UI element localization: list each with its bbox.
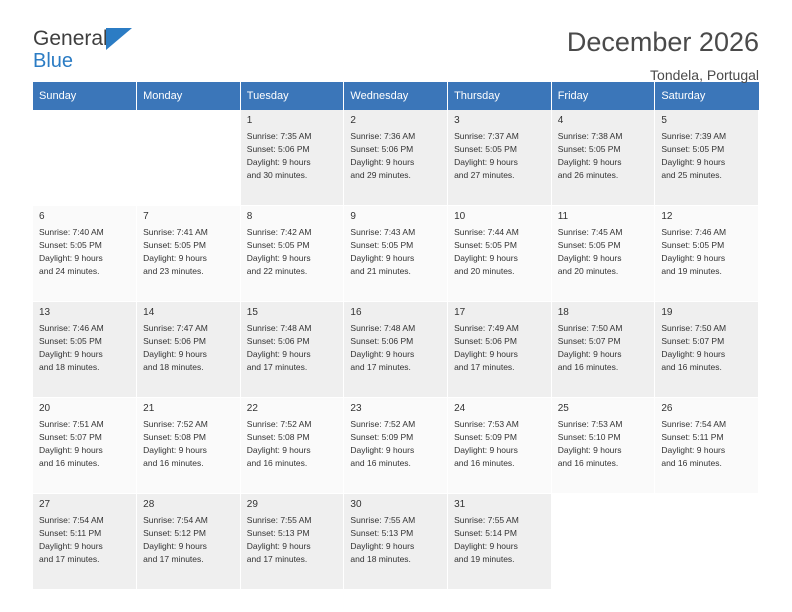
calendar-day-cell[interactable]	[137, 206, 241, 302]
day-info	[454, 418, 545, 470]
day-number: 17	[454, 307, 466, 318]
day-info-line: and 20 minutes.	[454, 265, 515, 276]
day-info-line: Sunrise: 7:53 AM	[557, 419, 623, 430]
day-info-line: and 25 minutes.	[661, 169, 722, 180]
calendar-day-cell[interactable]	[344, 302, 448, 398]
day-info-line: Daylight: 9 hours	[661, 445, 726, 455]
day-info-line: Sunrise: 7:52 AM	[246, 419, 312, 430]
day-info-line: and 16 minutes.	[557, 457, 619, 468]
day-info-line: Daylight: 9 hours	[557, 157, 622, 167]
day-info-line: and 17 minutes.	[246, 361, 308, 372]
day-info-line: and 17 minutes.	[143, 553, 204, 564]
day-info-line: Sunset: 5:05 PM	[39, 240, 102, 251]
day-info	[39, 514, 130, 566]
calendar-day-cell[interactable]	[137, 398, 241, 494]
calendar-day-cell[interactable]	[551, 398, 655, 494]
day-info-line: Daylight: 9 hours	[454, 349, 518, 359]
day-info-line: Sunrise: 7:39 AM	[661, 131, 727, 142]
day-info	[661, 418, 752, 470]
day-number: 13	[39, 307, 51, 318]
day-info-line: and 17 minutes.	[39, 553, 100, 564]
day-info-line: and 18 minutes.	[39, 361, 100, 372]
day-info-line: Sunset: 5:05 PM	[39, 336, 102, 347]
day-info-line: Sunset: 5:07 PM	[39, 432, 102, 443]
day-number: 25	[557, 403, 569, 414]
day-info-line: Daylight: 9 hours	[39, 253, 103, 263]
day-info-line: and 16 minutes.	[143, 457, 204, 468]
day-number: 4	[557, 115, 564, 126]
calendar-body	[33, 110, 759, 590]
day-number: 8	[246, 211, 253, 222]
page-title: December 2026	[566, 27, 759, 57]
day-info	[39, 226, 130, 278]
day-info-line: Sunrise: 7:38 AM	[557, 131, 623, 142]
day-info	[350, 130, 441, 182]
day-info-line: Sunset: 5:11 PM	[661, 432, 724, 443]
day-info	[143, 322, 234, 374]
day-info-line: and 16 minutes.	[350, 457, 411, 468]
day-info-line: Sunset: 5:07 PM	[557, 336, 621, 347]
day-info-line: and 16 minutes.	[246, 457, 308, 468]
day-info-line: Sunrise: 7:43 AM	[350, 227, 416, 238]
day-info-line: Sunrise: 7:42 AM	[246, 227, 312, 238]
day-info-line: Daylight: 9 hours	[661, 157, 726, 167]
day-info-line: Daylight: 9 hours	[350, 541, 415, 551]
day-info-line: Daylight: 9 hours	[143, 253, 207, 263]
day-info-line: Daylight: 9 hours	[557, 445, 622, 455]
calendar-day-cell[interactable]	[137, 302, 241, 398]
day-info-line: Daylight: 9 hours	[350, 445, 415, 455]
weekday-header-thursday: Thursday	[448, 82, 552, 110]
day-info-line: Sunset: 5:05 PM	[557, 144, 621, 155]
day-info-line: Sunset: 5:05 PM	[661, 240, 725, 251]
day-info-line: and 19 minutes.	[661, 265, 722, 276]
day-info-line: Daylight: 9 hours	[246, 445, 311, 455]
day-info	[350, 226, 441, 278]
calendar-empty-cell	[551, 494, 655, 590]
day-info-line: Sunrise: 7:52 AM	[143, 419, 208, 430]
day-info-line: Sunset: 5:05 PM	[246, 240, 310, 251]
day-info-line: and 17 minutes.	[454, 361, 515, 372]
day-info-line: Sunrise: 7:49 AM	[454, 323, 519, 334]
day-info	[661, 322, 752, 374]
day-info-line: and 21 minutes.	[350, 265, 411, 276]
day-info-line: Daylight: 9 hours	[557, 349, 622, 359]
weekday-header-saturday: Saturday	[655, 82, 759, 110]
calendar-day-cell[interactable]	[33, 398, 137, 494]
calendar-day-cell[interactable]	[240, 494, 344, 590]
day-info-line: Sunset: 5:13 PM	[246, 528, 310, 539]
day-number: 30	[350, 499, 362, 510]
day-info-line: Sunrise: 7:48 AM	[246, 323, 312, 334]
day-info-line: Sunrise: 7:55 AM	[246, 515, 312, 526]
calendar-day-cell[interactable]	[344, 110, 448, 206]
day-info-line: Daylight: 9 hours	[39, 445, 103, 455]
calendar-day-cell[interactable]	[448, 398, 552, 494]
calendar-day-cell[interactable]	[448, 110, 552, 206]
day-info-line: Sunrise: 7:55 AM	[350, 515, 416, 526]
day-info-line: Daylight: 9 hours	[454, 253, 518, 263]
day-info-line: Daylight: 9 hours	[350, 253, 415, 263]
day-info-line: Daylight: 9 hours	[661, 349, 726, 359]
calendar-day-cell[interactable]	[551, 206, 655, 302]
day-info-line: Sunrise: 7:52 AM	[350, 419, 416, 430]
calendar-header-row	[33, 82, 759, 110]
calendar-day-cell[interactable]	[33, 494, 137, 590]
day-info-line: Sunset: 5:09 PM	[350, 432, 414, 443]
day-info-line: Sunrise: 7:51 AM	[39, 419, 104, 430]
calendar-day-cell[interactable]	[655, 206, 759, 302]
flag-icon	[106, 28, 132, 50]
day-info-line: Sunset: 5:08 PM	[246, 432, 310, 443]
day-number: 3	[454, 115, 460, 126]
logo-text-general: General	[33, 27, 108, 50]
day-info-line: Daylight: 9 hours	[454, 445, 518, 455]
calendar-week-row	[33, 302, 759, 398]
day-info-line: Daylight: 9 hours	[350, 349, 415, 359]
day-info-line: and 16 minutes.	[557, 361, 619, 372]
day-info	[558, 130, 649, 182]
day-info-line: Daylight: 9 hours	[454, 541, 518, 551]
day-number: 5	[661, 115, 667, 126]
day-info	[558, 322, 649, 374]
calendar-day-cell[interactable]	[551, 302, 655, 398]
calendar-week-row	[33, 206, 759, 302]
day-info-line: and 18 minutes.	[350, 553, 411, 564]
day-info-line: and 16 minutes.	[454, 457, 515, 468]
day-info-line: Sunset: 5:06 PM	[454, 336, 517, 347]
day-number: 18	[557, 307, 569, 318]
calendar-day-cell[interactable]	[344, 494, 448, 590]
day-info	[454, 322, 545, 374]
day-info-line: Sunrise: 7:54 AM	[661, 419, 727, 430]
calendar-table	[33, 82, 759, 590]
day-info-line: Sunset: 5:08 PM	[143, 432, 206, 443]
day-info-line: Daylight: 9 hours	[557, 253, 622, 263]
day-info-line: Sunset: 5:14 PM	[454, 528, 517, 539]
day-info-line: Daylight: 9 hours	[246, 253, 311, 263]
day-info-line: and 17 minutes.	[246, 553, 308, 564]
day-info-line: Sunrise: 7:44 AM	[454, 227, 519, 238]
day-number: 12	[661, 211, 673, 222]
day-info-line: Sunset: 5:09 PM	[454, 432, 517, 443]
calendar-empty-cell	[655, 494, 759, 590]
weekday-header-tuesday: Tuesday	[240, 82, 344, 110]
day-info-line: Sunrise: 7:35 AM	[246, 131, 312, 142]
day-info-line: Daylight: 9 hours	[246, 349, 311, 359]
page-header	[33, 0, 759, 83]
day-number: 15	[246, 307, 258, 318]
day-info-line: Sunset: 5:05 PM	[454, 144, 517, 155]
day-info-line: Sunrise: 7:50 AM	[557, 323, 623, 334]
day-number: 27	[39, 499, 51, 510]
calendar-day-cell[interactable]	[344, 398, 448, 494]
day-number: 14	[143, 307, 155, 318]
day-info-line: Daylight: 9 hours	[454, 157, 518, 167]
day-number: 23	[350, 403, 362, 414]
day-info-line: and 24 minutes.	[39, 265, 100, 276]
day-info-line: and 16 minutes.	[661, 361, 722, 372]
day-info-line: Sunset: 5:12 PM	[143, 528, 206, 539]
day-info-line: Sunset: 5:06 PM	[246, 144, 310, 155]
day-info	[558, 418, 649, 470]
calendar-day-cell[interactable]	[448, 494, 552, 590]
calendar-day-cell[interactable]	[551, 110, 655, 206]
day-info-line: and 30 minutes.	[246, 169, 308, 180]
day-info-line: and 18 minutes.	[143, 361, 204, 372]
day-info-line: Sunset: 5:06 PM	[143, 336, 206, 347]
day-number: 29	[246, 499, 258, 510]
day-info-line: Daylight: 9 hours	[661, 253, 726, 263]
day-info-line: Sunrise: 7:46 AM	[661, 227, 727, 238]
day-info-line: Sunrise: 7:46 AM	[39, 323, 104, 334]
day-info	[661, 130, 752, 182]
day-info	[143, 514, 234, 566]
day-info-line: Sunrise: 7:48 AM	[350, 323, 416, 334]
weekday-header-sunday: Sunday	[33, 82, 137, 110]
day-info-line: Sunset: 5:06 PM	[246, 336, 310, 347]
day-number: 7	[143, 211, 149, 222]
day-number: 24	[454, 403, 466, 414]
title-block	[567, 28, 759, 83]
calendar-day-cell[interactable]	[137, 494, 241, 590]
day-info	[454, 514, 545, 566]
day-info-line: Sunrise: 7:37 AM	[454, 131, 519, 142]
calendar-day-cell[interactable]	[448, 302, 552, 398]
day-number: 22	[246, 403, 258, 414]
day-info	[661, 226, 752, 278]
day-number: 26	[661, 403, 673, 414]
day-info-line: and 26 minutes.	[557, 169, 619, 180]
day-info	[39, 418, 130, 470]
calendar-week-row	[33, 110, 759, 206]
day-info	[350, 514, 441, 566]
calendar-empty-cell	[137, 110, 241, 206]
day-info	[247, 322, 338, 374]
day-info-line: Daylight: 9 hours	[350, 157, 415, 167]
day-number: 21	[143, 403, 155, 414]
calendar-week-row	[33, 398, 759, 494]
calendar-day-cell[interactable]	[655, 110, 759, 206]
day-info	[454, 130, 545, 182]
day-number: 31	[454, 499, 466, 510]
day-info-line: and 16 minutes.	[39, 457, 100, 468]
calendar-day-cell[interactable]	[33, 302, 137, 398]
day-info-line: and 23 minutes.	[143, 265, 204, 276]
day-info-line: Sunset: 5:13 PM	[350, 528, 414, 539]
day-info-line: Daylight: 9 hours	[143, 541, 207, 551]
calendar-day-cell[interactable]	[240, 302, 344, 398]
day-info-line: Sunrise: 7:54 AM	[143, 515, 208, 526]
day-info-line: Daylight: 9 hours	[143, 349, 207, 359]
day-info-line: and 29 minutes.	[350, 169, 411, 180]
day-info-line: and 16 minutes.	[661, 457, 722, 468]
day-info-line: Sunset: 5:11 PM	[39, 528, 102, 539]
day-info-line: Sunset: 5:06 PM	[350, 336, 414, 347]
day-number: 6	[39, 211, 45, 222]
day-info-line: Sunset: 5:10 PM	[557, 432, 621, 443]
day-info	[454, 226, 545, 278]
day-info	[558, 226, 649, 278]
calendar-day-cell[interactable]	[448, 206, 552, 302]
day-info-line: Sunset: 5:06 PM	[350, 144, 414, 155]
day-info	[247, 226, 338, 278]
day-info	[350, 322, 441, 374]
day-info-line: Sunrise: 7:54 AM	[39, 515, 104, 526]
weekday-header-wednesday: Wednesday	[344, 82, 448, 110]
day-number: 1	[246, 115, 253, 126]
calendar-day-cell[interactable]	[655, 302, 759, 398]
day-number: 10	[454, 211, 466, 222]
day-info-line: Daylight: 9 hours	[39, 349, 103, 359]
calendar-day-cell[interactable]	[240, 110, 344, 206]
day-info	[247, 418, 338, 470]
day-info-line: and 22 minutes.	[246, 265, 308, 276]
day-info-line: Daylight: 9 hours	[246, 541, 311, 551]
day-info-line: Daylight: 9 hours	[143, 445, 207, 455]
logo-text-blue: Blue	[33, 50, 74, 72]
day-info-line: Sunset: 5:05 PM	[143, 240, 206, 251]
day-number: 11	[557, 211, 569, 222]
day-info-line: and 27 minutes.	[454, 169, 515, 180]
day-info-line: Sunrise: 7:50 AM	[661, 323, 727, 334]
day-info-line: Daylight: 9 hours	[39, 541, 103, 551]
day-info-line: Sunrise: 7:36 AM	[350, 131, 416, 142]
day-info-line: and 19 minutes.	[454, 553, 515, 564]
calendar-week-row	[33, 494, 759, 590]
calendar-day-cell[interactable]	[240, 206, 344, 302]
day-info	[143, 226, 234, 278]
day-info-line: Sunrise: 7:55 AM	[454, 515, 519, 526]
calendar-empty-cell	[33, 110, 137, 206]
calendar-day-cell[interactable]	[240, 398, 344, 494]
calendar-day-cell[interactable]	[655, 398, 759, 494]
day-info-line: Sunset: 5:05 PM	[557, 240, 621, 251]
day-info-line: Daylight: 9 hours	[246, 157, 311, 167]
calendar-day-cell[interactable]	[344, 206, 448, 302]
day-info-line: and 20 minutes.	[557, 265, 619, 276]
day-number: 28	[143, 499, 155, 510]
day-info	[39, 322, 130, 374]
day-info-line: Sunrise: 7:53 AM	[454, 419, 519, 430]
day-info-line: Sunset: 5:05 PM	[454, 240, 517, 251]
day-info-line: Sunset: 5:07 PM	[661, 336, 725, 347]
calendar-day-cell[interactable]	[33, 206, 137, 302]
weekday-header-friday: Friday	[551, 82, 655, 110]
day-number: 16	[350, 307, 362, 318]
day-info-line: Sunrise: 7:47 AM	[143, 323, 208, 334]
logo[interactable]	[33, 28, 143, 78]
day-info-line: Sunrise: 7:41 AM	[143, 227, 208, 238]
day-info-line: Sunrise: 7:40 AM	[39, 227, 104, 238]
day-info	[247, 130, 338, 182]
location-label: Tondela, Portugal	[650, 66, 759, 83]
day-info	[350, 418, 441, 470]
day-number: 19	[661, 307, 673, 318]
day-number: 9	[350, 211, 356, 222]
day-info-line: Sunset: 5:05 PM	[350, 240, 414, 251]
day-number: 20	[39, 403, 51, 414]
day-info-line: and 17 minutes.	[350, 361, 411, 372]
day-info	[247, 514, 338, 566]
day-info-line: Sunset: 5:05 PM	[661, 144, 725, 155]
weekday-header-monday: Monday	[137, 82, 241, 110]
day-info	[143, 418, 234, 470]
day-info-line: Sunrise: 7:45 AM	[557, 227, 623, 238]
day-number: 2	[350, 115, 356, 126]
